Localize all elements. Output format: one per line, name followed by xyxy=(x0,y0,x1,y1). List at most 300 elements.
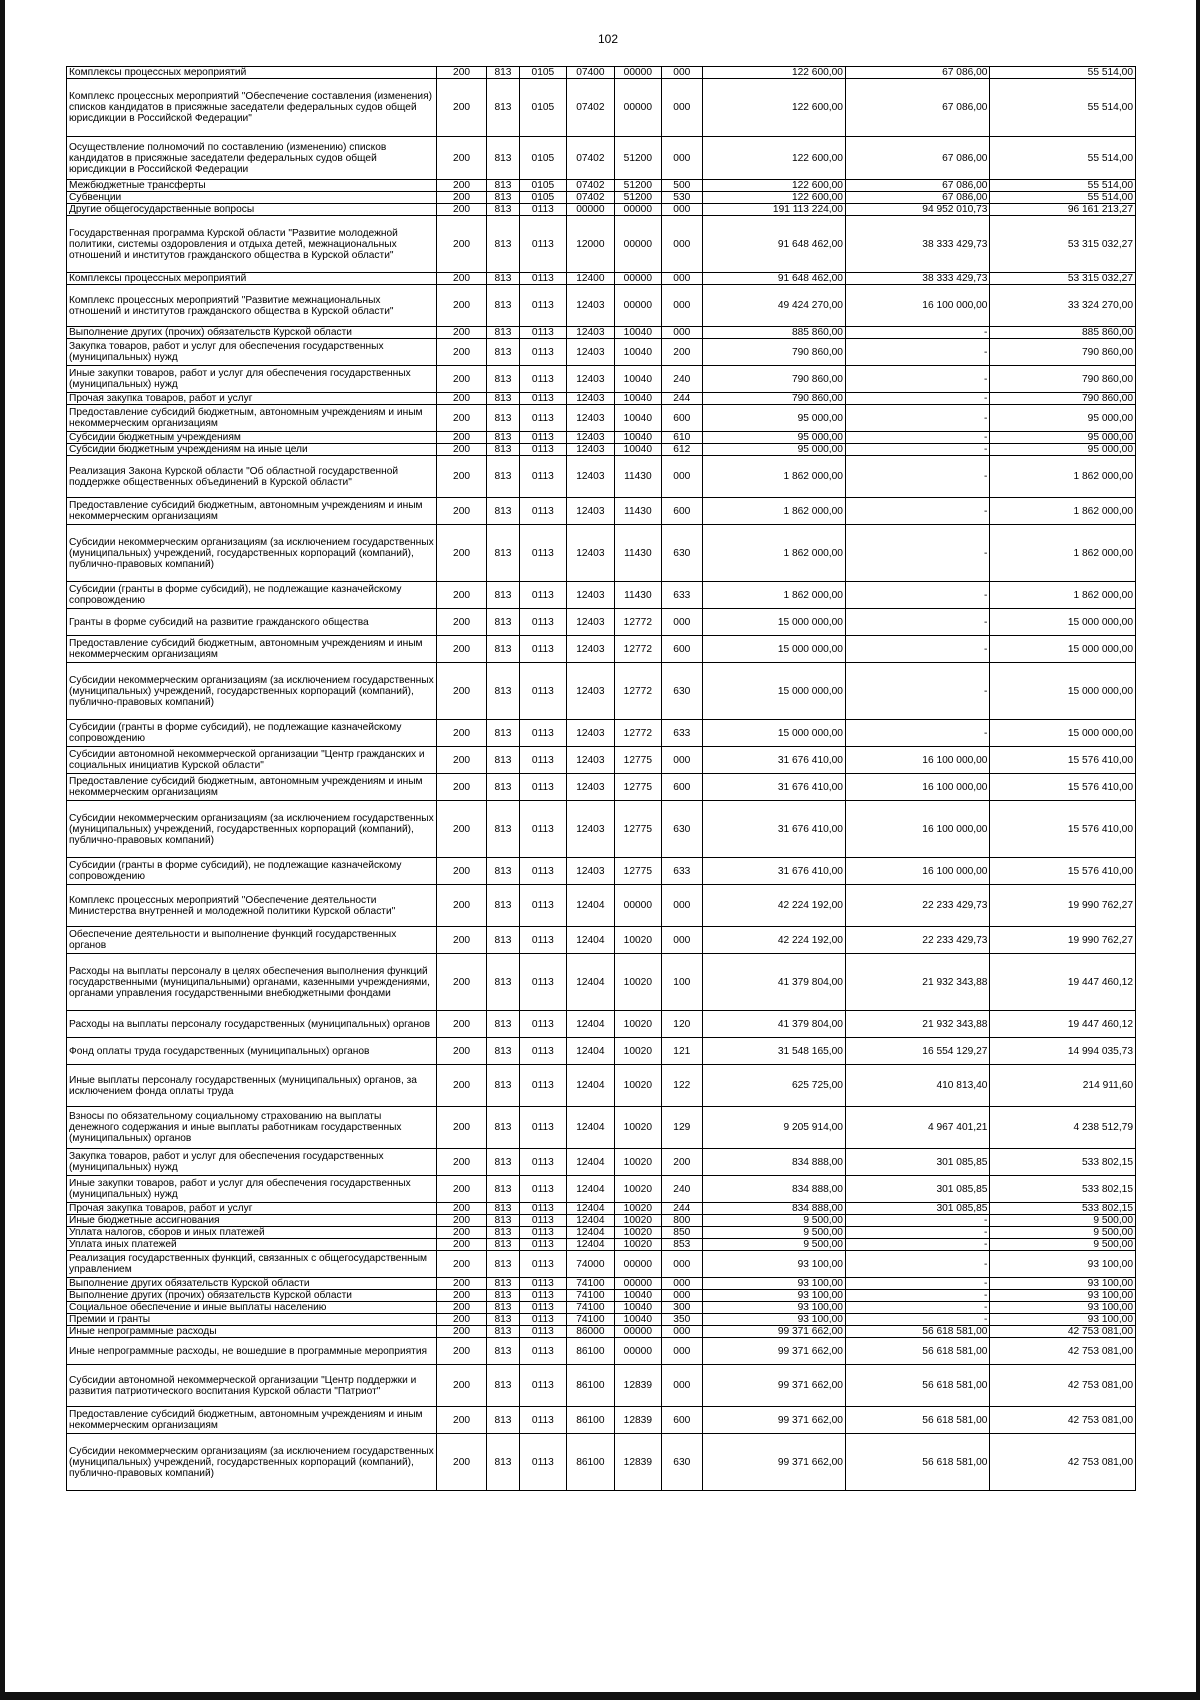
code-section: 0113 xyxy=(519,801,566,858)
code-section: 0113 xyxy=(519,663,566,720)
code-grbs: 200 xyxy=(436,1290,487,1302)
amount-planned: 625 725,00 xyxy=(702,1065,845,1107)
code-grbs: 200 xyxy=(436,720,487,747)
code-ministry: 813 xyxy=(487,1038,519,1065)
amount-remaining: 33 324 270,00 xyxy=(990,285,1136,327)
scan-edge-right xyxy=(1196,0,1200,1700)
code-expense-type: 610 xyxy=(662,432,702,444)
amount-remaining: 790 860,00 xyxy=(990,393,1136,405)
code-section: 0105 xyxy=(519,79,566,137)
code-section: 0113 xyxy=(519,1365,566,1407)
amount-remaining: 42 753 081,00 xyxy=(990,1407,1136,1434)
code-expense-type: 244 xyxy=(662,1203,702,1215)
amount-planned: 9 205 914,00 xyxy=(702,1107,845,1149)
code-expense-type: 800 xyxy=(662,1215,702,1227)
code-grbs: 200 xyxy=(436,1176,487,1203)
amount-executed: 22 233 429,73 xyxy=(845,927,989,954)
table-row xyxy=(67,1338,1136,1365)
code-direction: 10020 xyxy=(614,954,661,1011)
code-direction: 10020 xyxy=(614,1176,661,1203)
row-name: Субсидии некоммерческим организациям (за исключением государственных (муниципальных) учреждений, государственных корпораций (компаний), публично-правовых компаний) xyxy=(67,801,437,858)
amount-remaining: 4 238 512,79 xyxy=(990,1107,1136,1149)
table-row xyxy=(67,79,1136,137)
code-ministry: 813 xyxy=(487,393,519,405)
amount-planned: 41 379 804,00 xyxy=(702,1011,845,1038)
code-ministry: 813 xyxy=(487,609,519,636)
amount-remaining: 19 990 762,27 xyxy=(990,885,1136,927)
row-name: Предоставление субсидий бюджетным, автономным учреждениям и иным некоммерческим организациям xyxy=(67,1407,437,1434)
code-expense-type: 600 xyxy=(662,405,702,432)
code-program: 74100 xyxy=(567,1314,614,1326)
amount-executed: 16 100 000,00 xyxy=(845,285,989,327)
code-grbs: 200 xyxy=(436,1065,487,1107)
amount-remaining: 55 514,00 xyxy=(990,67,1136,79)
code-direction: 11430 xyxy=(614,582,661,609)
amount-remaining: 19 990 762,27 xyxy=(990,927,1136,954)
amount-executed: 67 086,00 xyxy=(845,192,989,204)
code-section: 0113 xyxy=(519,204,566,216)
code-program: 12404 xyxy=(567,1239,614,1251)
code-grbs: 200 xyxy=(436,285,487,327)
code-ministry: 813 xyxy=(487,747,519,774)
code-ministry: 813 xyxy=(487,1227,519,1239)
code-ministry: 813 xyxy=(487,954,519,1011)
code-section: 0113 xyxy=(519,747,566,774)
code-expense-type: 000 xyxy=(662,1326,702,1338)
amount-planned: 99 371 662,00 xyxy=(702,1326,845,1338)
code-direction: 12772 xyxy=(614,720,661,747)
code-direction: 11430 xyxy=(614,525,661,582)
code-program: 12403 xyxy=(567,801,614,858)
amount-remaining: 93 100,00 xyxy=(990,1302,1136,1314)
code-grbs: 200 xyxy=(436,954,487,1011)
code-ministry: 813 xyxy=(487,1434,519,1491)
code-ministry: 813 xyxy=(487,180,519,192)
amount-executed: - xyxy=(845,1227,989,1239)
code-grbs: 200 xyxy=(436,405,487,432)
budget-table-body xyxy=(67,67,1136,1491)
amount-executed: - xyxy=(845,663,989,720)
code-ministry: 813 xyxy=(487,1107,519,1149)
code-program: 12404 xyxy=(567,1176,614,1203)
amount-planned: 1 862 000,00 xyxy=(702,456,845,498)
code-program: 07402 xyxy=(567,79,614,137)
code-section: 0113 xyxy=(519,1290,566,1302)
code-program: 86100 xyxy=(567,1338,614,1365)
budget-table xyxy=(66,66,1136,1491)
amount-executed: 94 952 010,73 xyxy=(845,204,989,216)
amount-remaining: 14 994 035,73 xyxy=(990,1038,1136,1065)
code-expense-type: 630 xyxy=(662,663,702,720)
code-grbs: 200 xyxy=(436,192,487,204)
amount-executed: 56 618 581,00 xyxy=(845,1365,989,1407)
amount-remaining: 15 000 000,00 xyxy=(990,636,1136,663)
code-ministry: 813 xyxy=(487,498,519,525)
amount-remaining: 885 860,00 xyxy=(990,327,1136,339)
amount-planned: 15 000 000,00 xyxy=(702,636,845,663)
code-direction: 12775 xyxy=(614,747,661,774)
code-section: 0113 xyxy=(519,1149,566,1176)
code-section: 0113 xyxy=(519,1107,566,1149)
amount-executed: - xyxy=(845,366,989,393)
row-name: Комплексы процессных мероприятий xyxy=(67,273,437,285)
amount-remaining: 19 447 460,12 xyxy=(990,954,1136,1011)
code-grbs: 200 xyxy=(436,216,487,273)
amount-remaining: 93 100,00 xyxy=(990,1251,1136,1278)
code-expense-type: 000 xyxy=(662,456,702,498)
amount-executed: 301 085,85 xyxy=(845,1149,989,1176)
amount-remaining: 19 447 460,12 xyxy=(990,1011,1136,1038)
code-grbs: 200 xyxy=(436,801,487,858)
row-name: Гранты в форме субсидий на развитие гражданского общества xyxy=(67,609,437,636)
amount-executed: - xyxy=(845,432,989,444)
row-name: Фонд оплаты труда государственных (муниципальных) органов xyxy=(67,1038,437,1065)
code-expense-type: 000 xyxy=(662,1338,702,1365)
code-direction: 00000 xyxy=(614,285,661,327)
code-grbs: 200 xyxy=(436,1326,487,1338)
code-section: 0113 xyxy=(519,444,566,456)
amount-executed: - xyxy=(845,1290,989,1302)
code-section: 0113 xyxy=(519,498,566,525)
code-program: 12404 xyxy=(567,1011,614,1038)
code-ministry: 813 xyxy=(487,216,519,273)
table-row xyxy=(67,954,1136,1011)
code-expense-type: 630 xyxy=(662,1434,702,1491)
code-expense-type: 100 xyxy=(662,954,702,1011)
code-program: 12403 xyxy=(567,636,614,663)
code-direction: 10020 xyxy=(614,1038,661,1065)
code-grbs: 200 xyxy=(436,525,487,582)
scan-edge-bottom xyxy=(0,1692,1200,1700)
row-name: Прочая закупка товаров, работ и услуг xyxy=(67,393,437,405)
table-row xyxy=(67,1278,1136,1290)
row-name: Субсидии бюджетным учреждениям на иные цели xyxy=(67,444,437,456)
table-row xyxy=(67,393,1136,405)
table-row xyxy=(67,1065,1136,1107)
code-ministry: 813 xyxy=(487,1149,519,1176)
code-direction: 10040 xyxy=(614,444,661,456)
code-section: 0113 xyxy=(519,273,566,285)
code-section: 0113 xyxy=(519,1065,566,1107)
code-section: 0113 xyxy=(519,927,566,954)
amount-executed: 410 813,40 xyxy=(845,1065,989,1107)
code-ministry: 813 xyxy=(487,366,519,393)
code-grbs: 200 xyxy=(436,1302,487,1314)
code-expense-type: 122 xyxy=(662,1065,702,1107)
code-direction: 00000 xyxy=(614,67,661,79)
amount-executed: 67 086,00 xyxy=(845,137,989,180)
amount-planned: 95 000,00 xyxy=(702,405,845,432)
code-expense-type: 530 xyxy=(662,192,702,204)
code-program: 12403 xyxy=(567,525,614,582)
amount-planned: 91 648 462,00 xyxy=(702,216,845,273)
amount-planned: 95 000,00 xyxy=(702,432,845,444)
amount-planned: 31 676 410,00 xyxy=(702,858,845,885)
code-ministry: 813 xyxy=(487,444,519,456)
code-grbs: 200 xyxy=(436,67,487,79)
code-program: 12404 xyxy=(567,1203,614,1215)
amount-executed: 4 967 401,21 xyxy=(845,1107,989,1149)
row-name: Субсидии бюджетным учреждениям xyxy=(67,432,437,444)
row-name: Иные бюджетные ассигнования xyxy=(67,1215,437,1227)
amount-remaining: 53 315 032,27 xyxy=(990,273,1136,285)
code-section: 0113 xyxy=(519,216,566,273)
code-program: 07402 xyxy=(567,192,614,204)
code-program: 12404 xyxy=(567,1065,614,1107)
code-expense-type: 633 xyxy=(662,582,702,609)
amount-remaining: 55 514,00 xyxy=(990,137,1136,180)
table-row xyxy=(67,927,1136,954)
row-name: Закупка товаров, работ и услуг для обеспечения государственных (муниципальных) нужд xyxy=(67,339,437,366)
amount-executed: 22 233 429,73 xyxy=(845,885,989,927)
page-number: 102 xyxy=(597,32,619,46)
amount-executed: 56 618 581,00 xyxy=(845,1434,989,1491)
code-grbs: 200 xyxy=(436,927,487,954)
amount-planned: 834 888,00 xyxy=(702,1149,845,1176)
code-ministry: 813 xyxy=(487,432,519,444)
code-expense-type: 600 xyxy=(662,774,702,801)
amount-remaining: 15 000 000,00 xyxy=(990,720,1136,747)
amount-planned: 122 600,00 xyxy=(702,192,845,204)
code-direction: 00000 xyxy=(614,1338,661,1365)
code-section: 0105 xyxy=(519,180,566,192)
table-row xyxy=(67,137,1136,180)
code-direction: 12772 xyxy=(614,663,661,720)
code-grbs: 200 xyxy=(436,180,487,192)
amount-executed: 16 100 000,00 xyxy=(845,747,989,774)
code-direction: 12839 xyxy=(614,1434,661,1491)
code-section: 0113 xyxy=(519,1038,566,1065)
row-name: Субсидии (гранты в форме субсидий), не подлежащие казначейскому сопровождению xyxy=(67,858,437,885)
code-direction: 10020 xyxy=(614,1203,661,1215)
row-name: Субсидии автономной некоммерческой организации "Центр поддержки и развития патриотического воспитания Курской области "Патриот" xyxy=(67,1365,437,1407)
code-grbs: 200 xyxy=(436,1407,487,1434)
code-expense-type: 853 xyxy=(662,1239,702,1251)
code-program: 12400 xyxy=(567,273,614,285)
row-name: Иные закупки товаров, работ и услуг для обеспечения государственных (муниципальных) нужд xyxy=(67,366,437,393)
amount-executed: 16 100 000,00 xyxy=(845,774,989,801)
code-program: 12403 xyxy=(567,663,614,720)
code-section: 0105 xyxy=(519,192,566,204)
table-row xyxy=(67,216,1136,273)
code-program: 74100 xyxy=(567,1278,614,1290)
table-row xyxy=(67,67,1136,79)
amount-executed: - xyxy=(845,720,989,747)
code-grbs: 200 xyxy=(436,609,487,636)
table-row xyxy=(67,1107,1136,1149)
amount-remaining: 1 862 000,00 xyxy=(990,582,1136,609)
code-ministry: 813 xyxy=(487,1290,519,1302)
code-section: 0113 xyxy=(519,885,566,927)
row-name: Комплекс процессных мероприятий "Обеспечение деятельности Министерства внутренней и молодежной политики Курской области" xyxy=(67,885,437,927)
row-name: Реализация государственных функций, связанных с общегосударственным управлением xyxy=(67,1251,437,1278)
amount-planned: 41 379 804,00 xyxy=(702,954,845,1011)
code-program: 12404 xyxy=(567,1215,614,1227)
code-grbs: 200 xyxy=(436,327,487,339)
amount-planned: 99 371 662,00 xyxy=(702,1434,845,1491)
code-expense-type: 000 xyxy=(662,285,702,327)
amount-executed: - xyxy=(845,1251,989,1278)
code-expense-type: 300 xyxy=(662,1302,702,1314)
table-row xyxy=(67,1326,1136,1338)
table-row xyxy=(67,1290,1136,1302)
code-ministry: 813 xyxy=(487,192,519,204)
row-name: Иные выплаты персоналу государственных (муниципальных) органов, за исключением фонда оплаты труда xyxy=(67,1065,437,1107)
code-section: 0113 xyxy=(519,393,566,405)
code-section: 0113 xyxy=(519,774,566,801)
table-row xyxy=(67,747,1136,774)
code-program: 12403 xyxy=(567,582,614,609)
code-grbs: 200 xyxy=(436,1011,487,1038)
code-expense-type: 000 xyxy=(662,327,702,339)
code-program: 12404 xyxy=(567,885,614,927)
table-row xyxy=(67,204,1136,216)
table-row xyxy=(67,1365,1136,1407)
amount-planned: 122 600,00 xyxy=(702,79,845,137)
code-program: 12404 xyxy=(567,1038,614,1065)
amount-executed: 21 932 343,88 xyxy=(845,954,989,1011)
amount-planned: 15 000 000,00 xyxy=(702,609,845,636)
code-section: 0113 xyxy=(519,366,566,393)
code-expense-type: 000 xyxy=(662,67,702,79)
row-name: Выполнение других (прочих) обязательств Курской области xyxy=(67,1290,437,1302)
code-direction: 51200 xyxy=(614,137,661,180)
amount-executed: 301 085,85 xyxy=(845,1176,989,1203)
amount-remaining: 1 862 000,00 xyxy=(990,456,1136,498)
code-section: 0113 xyxy=(519,1314,566,1326)
amount-remaining: 55 514,00 xyxy=(990,180,1136,192)
amount-planned: 93 100,00 xyxy=(702,1278,845,1290)
row-name: Иные непрограммные расходы, не вошедшие в программные мероприятия xyxy=(67,1338,437,1365)
row-name: Предоставление субсидий бюджетным, автономным учреждениям и иным некоммерческим организациям xyxy=(67,774,437,801)
amount-executed: 67 086,00 xyxy=(845,180,989,192)
code-direction: 10020 xyxy=(614,1011,661,1038)
code-grbs: 200 xyxy=(436,204,487,216)
code-program: 12403 xyxy=(567,393,614,405)
code-program: 07402 xyxy=(567,180,614,192)
code-ministry: 813 xyxy=(487,1215,519,1227)
amount-planned: 99 371 662,00 xyxy=(702,1365,845,1407)
code-direction: 10040 xyxy=(614,432,661,444)
amount-remaining: 15 576 410,00 xyxy=(990,858,1136,885)
code-grbs: 200 xyxy=(436,1149,487,1176)
amount-planned: 1 862 000,00 xyxy=(702,525,845,582)
code-direction: 10040 xyxy=(614,1314,661,1326)
code-ministry: 813 xyxy=(487,1314,519,1326)
table-row xyxy=(67,525,1136,582)
code-direction: 11430 xyxy=(614,456,661,498)
amount-executed: - xyxy=(845,582,989,609)
amount-remaining: 93 100,00 xyxy=(990,1314,1136,1326)
code-program: 12403 xyxy=(567,285,614,327)
table-row xyxy=(67,1011,1136,1038)
table-row xyxy=(67,1239,1136,1251)
amount-remaining: 93 100,00 xyxy=(990,1278,1136,1290)
code-program: 12404 xyxy=(567,1107,614,1149)
table-row xyxy=(67,1038,1136,1065)
amount-remaining: 15 000 000,00 xyxy=(990,609,1136,636)
amount-remaining: 95 000,00 xyxy=(990,444,1136,456)
amount-planned: 1 862 000,00 xyxy=(702,498,845,525)
amount-executed: - xyxy=(845,1215,989,1227)
code-grbs: 200 xyxy=(436,636,487,663)
code-section: 0105 xyxy=(519,67,566,79)
amount-executed: - xyxy=(845,444,989,456)
code-direction: 12775 xyxy=(614,858,661,885)
code-direction: 10020 xyxy=(614,1215,661,1227)
code-program: 12404 xyxy=(567,927,614,954)
code-ministry: 813 xyxy=(487,1176,519,1203)
code-section: 0113 xyxy=(519,405,566,432)
code-expense-type: 612 xyxy=(662,444,702,456)
code-grbs: 200 xyxy=(436,1434,487,1491)
code-direction: 10020 xyxy=(614,1149,661,1176)
row-name: Социальное обеспечение и иные выплаты населению xyxy=(67,1302,437,1314)
amount-planned: 93 100,00 xyxy=(702,1251,845,1278)
amount-remaining: 95 000,00 xyxy=(990,432,1136,444)
code-grbs: 200 xyxy=(436,393,487,405)
code-direction: 10040 xyxy=(614,1302,661,1314)
code-direction: 00000 xyxy=(614,79,661,137)
code-direction: 00000 xyxy=(614,1251,661,1278)
code-program: 86100 xyxy=(567,1407,614,1434)
amount-executed: - xyxy=(845,498,989,525)
code-grbs: 200 xyxy=(436,582,487,609)
code-grbs: 200 xyxy=(436,663,487,720)
code-grbs: 200 xyxy=(436,137,487,180)
code-expense-type: 000 xyxy=(662,747,702,774)
amount-executed: 16 554 129,27 xyxy=(845,1038,989,1065)
table-row xyxy=(67,432,1136,444)
amount-remaining: 533 802,15 xyxy=(990,1176,1136,1203)
code-section: 0113 xyxy=(519,1203,566,1215)
code-direction: 10040 xyxy=(614,1290,661,1302)
table-row xyxy=(67,1176,1136,1203)
code-grbs: 200 xyxy=(436,1251,487,1278)
amount-remaining: 53 315 032,27 xyxy=(990,216,1136,273)
code-ministry: 813 xyxy=(487,582,519,609)
code-ministry: 813 xyxy=(487,273,519,285)
amount-planned: 834 888,00 xyxy=(702,1203,845,1215)
code-ministry: 813 xyxy=(487,774,519,801)
code-section: 0113 xyxy=(519,954,566,1011)
code-program: 74000 xyxy=(567,1251,614,1278)
code-grbs: 200 xyxy=(436,444,487,456)
amount-executed: 38 333 429,73 xyxy=(845,273,989,285)
code-ministry: 813 xyxy=(487,1278,519,1290)
code-ministry: 813 xyxy=(487,204,519,216)
code-expense-type: 000 xyxy=(662,137,702,180)
table-row xyxy=(67,366,1136,393)
code-program: 12404 xyxy=(567,1149,614,1176)
amount-executed: 301 085,85 xyxy=(845,1203,989,1215)
code-section: 0113 xyxy=(519,1176,566,1203)
row-name: Комплексы процессных мероприятий xyxy=(67,67,437,79)
code-section: 0113 xyxy=(519,1407,566,1434)
code-ministry: 813 xyxy=(487,858,519,885)
amount-planned: 93 100,00 xyxy=(702,1290,845,1302)
code-expense-type: 000 xyxy=(662,79,702,137)
row-name: Субсидии некоммерческим организациям (за исключением государственных (муниципальных) учреждений, государственных корпораций (компаний), публично-правовых компаний) xyxy=(67,1434,437,1491)
code-ministry: 813 xyxy=(487,1065,519,1107)
code-section: 0113 xyxy=(519,636,566,663)
table-row xyxy=(67,609,1136,636)
code-direction: 51200 xyxy=(614,180,661,192)
amount-remaining: 15 000 000,00 xyxy=(990,663,1136,720)
code-direction: 00000 xyxy=(614,1326,661,1338)
code-ministry: 813 xyxy=(487,720,519,747)
amount-remaining: 42 753 081,00 xyxy=(990,1434,1136,1491)
